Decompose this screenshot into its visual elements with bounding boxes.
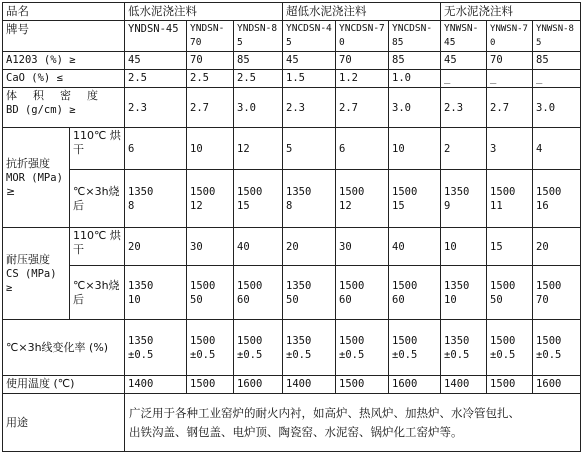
value-cell: 4 bbox=[533, 128, 581, 170]
value-cell: 1400 bbox=[283, 376, 336, 394]
value-cell bbox=[389, 266, 441, 320]
value-cell: 1400 bbox=[125, 376, 187, 394]
value-cell: 40 bbox=[234, 228, 283, 266]
grade-cell: YNDSN-45 bbox=[125, 21, 187, 52]
fired-temp: 1500 bbox=[392, 279, 418, 292]
fired-value: 70 bbox=[536, 293, 549, 306]
value-cell: 85 bbox=[533, 52, 581, 70]
value-cell bbox=[389, 170, 441, 228]
cs-dried-label: 110℃ 烘干 bbox=[70, 228, 125, 266]
mor-label-en: MOR (MPa) bbox=[6, 171, 63, 184]
value-cell: 10 bbox=[187, 128, 234, 170]
value-cell: 20 bbox=[283, 228, 336, 266]
value-cell: 1.2 bbox=[336, 70, 389, 88]
value-cell: 5 bbox=[283, 128, 336, 170]
plc-tolerance: ±0.5 bbox=[128, 348, 154, 361]
value-cell: 2.3 bbox=[125, 88, 187, 128]
fired-temp: 1500 bbox=[490, 279, 516, 292]
fired-value: 10 bbox=[444, 293, 457, 306]
value-cell: _ bbox=[441, 70, 487, 88]
mor-label-cn: 抗折强度 bbox=[6, 156, 50, 170]
grade-cell: YNWSN-85 bbox=[533, 21, 581, 52]
value-cell bbox=[487, 266, 533, 320]
plc-temp: 1350 bbox=[444, 334, 470, 347]
plc-temp: 1500 bbox=[490, 334, 516, 347]
value-cell: 1400 bbox=[441, 376, 487, 394]
fired-temp: 1500 bbox=[392, 185, 418, 198]
value-cell: 20 bbox=[125, 228, 187, 266]
plc-tolerance: ±0.5 bbox=[237, 348, 263, 361]
grade-cell: YNDSN-70 bbox=[187, 21, 234, 52]
plc-tolerance: ±0.5 bbox=[286, 348, 312, 361]
bd-label bbox=[3, 88, 125, 128]
mor-fired-row bbox=[3, 170, 581, 228]
value-cell: 2.5 bbox=[234, 70, 283, 88]
value-cell bbox=[234, 266, 283, 320]
fired-temp: 1500 bbox=[339, 279, 365, 292]
value-cell: 45 bbox=[283, 52, 336, 70]
value-cell: 2.5 bbox=[187, 70, 234, 88]
usage-label: 用途 bbox=[3, 394, 125, 452]
value-cell: 20 bbox=[533, 228, 581, 266]
value-cell: 10 bbox=[441, 228, 487, 266]
cs-fired-label: ℃×3h烧后 bbox=[70, 266, 125, 320]
plc-tolerance: ±0.5 bbox=[444, 348, 470, 361]
value-cell: 2.5 bbox=[125, 70, 187, 88]
fired-temp: 1500 bbox=[536, 279, 562, 292]
fired-temp: 1500 bbox=[536, 185, 562, 198]
value-cell: 3 bbox=[487, 128, 533, 170]
fired-value: 15 bbox=[237, 199, 250, 212]
grade-row bbox=[3, 21, 581, 52]
value-cell: 45 bbox=[441, 52, 487, 70]
value-cell bbox=[125, 266, 187, 320]
fired-temp: 1350 bbox=[286, 185, 312, 198]
value-cell bbox=[533, 320, 581, 376]
mor-dried-label: 110℃ 烘干 bbox=[70, 128, 125, 170]
bd-label-cn: 体积密度 bbox=[6, 89, 114, 102]
plc-temp: 1500 bbox=[392, 334, 418, 347]
product-group-row bbox=[3, 3, 581, 21]
value-cell bbox=[487, 170, 533, 228]
usage-line-2: 出铁沟盖、钢包盖、电炉顶、陶瓷窑、水泥窑、锅炉化工窑炉等。 bbox=[129, 424, 463, 439]
value-cell: 6 bbox=[336, 128, 389, 170]
grade-cell: YNCDSN-70 bbox=[336, 21, 389, 52]
plc-temp: 1350 bbox=[128, 334, 154, 347]
mor-label-ge: ≥ bbox=[6, 184, 16, 198]
fired-value: 50 bbox=[490, 293, 503, 306]
value-cell: 3.0 bbox=[389, 88, 441, 128]
fired-value: 50 bbox=[286, 293, 299, 306]
usage-text bbox=[125, 394, 581, 452]
fired-temp: 1350 bbox=[286, 279, 312, 292]
value-cell bbox=[533, 170, 581, 228]
value-cell bbox=[283, 320, 336, 376]
plc-tolerance: ±0.5 bbox=[490, 348, 516, 361]
cs-label-en: CS (MPa) ≥ bbox=[6, 267, 57, 294]
value-cell: _ bbox=[487, 70, 533, 88]
value-cell: 3.0 bbox=[234, 88, 283, 128]
value-cell bbox=[125, 320, 187, 376]
plc-tolerance: ±0.5 bbox=[392, 348, 418, 361]
cs-label-cn: 耐压强度 bbox=[6, 252, 50, 266]
value-cell bbox=[234, 320, 283, 376]
fired-temp: 1500 bbox=[190, 279, 216, 292]
value-cell: 1500 bbox=[487, 376, 533, 394]
plc-tolerance: ±0.5 bbox=[190, 348, 216, 361]
value-cell: 30 bbox=[187, 228, 234, 266]
fired-value: 12 bbox=[190, 199, 203, 212]
plc-temp: 1500 bbox=[237, 334, 263, 347]
cs-dried-row bbox=[3, 228, 581, 266]
fired-temp: 1350 bbox=[444, 185, 470, 198]
grade-cell: YNWSN-45 bbox=[441, 21, 487, 52]
plc-temp: 1350 bbox=[286, 334, 312, 347]
value-cell bbox=[187, 266, 234, 320]
value-cell: 30 bbox=[336, 228, 389, 266]
value-cell bbox=[441, 266, 487, 320]
cao-row bbox=[3, 70, 581, 88]
value-cell: 85 bbox=[389, 52, 441, 70]
al2o3-label: A1203 (%) ≥ bbox=[3, 52, 125, 70]
value-cell: 6 bbox=[125, 128, 187, 170]
value-cell: 85 bbox=[234, 52, 283, 70]
value-cell bbox=[336, 320, 389, 376]
fired-value: 8 bbox=[286, 199, 293, 212]
value-cell: 2.7 bbox=[336, 88, 389, 128]
fired-temp: 1500 bbox=[237, 279, 263, 292]
value-cell: 2.3 bbox=[283, 88, 336, 128]
value-cell: _ bbox=[533, 70, 581, 88]
fired-temp: 1500 bbox=[339, 185, 365, 198]
usage-line-1: 广泛用于各种工业窑炉的耐火内衬，如高炉、热风炉、加热炉、水冷管包扎、 bbox=[129, 405, 520, 420]
value-cell: 1500 bbox=[187, 376, 234, 394]
value-cell: 1600 bbox=[389, 376, 441, 394]
mor-fired-label: ℃×3h烧后 bbox=[70, 170, 125, 228]
product-name-label: 品名 bbox=[3, 3, 125, 21]
plc-temp: 1500 bbox=[339, 334, 365, 347]
mor-label bbox=[3, 128, 70, 228]
value-cell: 1.5 bbox=[283, 70, 336, 88]
grade-cell: YNCDSN-45 bbox=[283, 21, 336, 52]
group-ultra-low-cement: 超低水泥浇注料 bbox=[283, 3, 441, 21]
usage-row bbox=[3, 394, 581, 452]
fired-value: 50 bbox=[190, 293, 203, 306]
value-cell: 1600 bbox=[533, 376, 581, 394]
fired-value: 8 bbox=[128, 199, 135, 212]
bd-row bbox=[3, 88, 581, 128]
value-cell: 15 bbox=[487, 228, 533, 266]
group-low-cement: 低水泥浇注料 bbox=[125, 3, 283, 21]
fired-value: 11 bbox=[490, 199, 503, 212]
grade-cell: YNWSN-70 bbox=[487, 21, 533, 52]
fired-value: 60 bbox=[237, 293, 250, 306]
plc-tolerance: ±0.5 bbox=[536, 348, 562, 361]
spec-table-wrapper bbox=[2, 2, 581, 452]
value-cell: 2.3 bbox=[441, 88, 487, 128]
service-temp-label: 使用温度 (℃) bbox=[3, 376, 125, 394]
value-cell: 70 bbox=[487, 52, 533, 70]
value-cell: 2.7 bbox=[487, 88, 533, 128]
fired-temp: 1500 bbox=[237, 185, 263, 198]
service-temp-row bbox=[3, 376, 581, 394]
value-cell: 1600 bbox=[234, 376, 283, 394]
grade-cell: YNCDSN-85 bbox=[389, 21, 441, 52]
value-cell bbox=[441, 170, 487, 228]
group-no-cement: 无水泥浇注料 bbox=[441, 3, 581, 21]
fired-temp: 1350 bbox=[444, 279, 470, 292]
fired-value: 10 bbox=[128, 293, 141, 306]
cs-label bbox=[3, 228, 70, 320]
fired-value: 60 bbox=[339, 293, 352, 306]
value-cell bbox=[336, 266, 389, 320]
value-cell: 70 bbox=[336, 52, 389, 70]
cao-label: CaO (%) ≤ bbox=[3, 70, 125, 88]
value-cell bbox=[125, 170, 187, 228]
value-cell bbox=[187, 320, 234, 376]
fired-temp: 1350 bbox=[128, 279, 154, 292]
mor-dried-row bbox=[3, 128, 581, 170]
value-cell: 2.7 bbox=[187, 88, 234, 128]
castable-spec-table bbox=[2, 2, 581, 452]
fired-temp: 1500 bbox=[190, 185, 216, 198]
value-cell bbox=[187, 170, 234, 228]
grade-label: 牌号 bbox=[3, 21, 125, 52]
fired-temp: 1350 bbox=[128, 185, 154, 198]
al2o3-row bbox=[3, 52, 581, 70]
value-cell bbox=[283, 170, 336, 228]
value-cell: 45 bbox=[125, 52, 187, 70]
value-cell: 70 bbox=[187, 52, 234, 70]
plc-tolerance: ±0.5 bbox=[339, 348, 365, 361]
plc-row bbox=[3, 320, 581, 376]
value-cell: 40 bbox=[389, 228, 441, 266]
value-cell: 3.0 bbox=[533, 88, 581, 128]
value-cell bbox=[389, 320, 441, 376]
fired-value: 12 bbox=[339, 199, 352, 212]
value-cell bbox=[487, 320, 533, 376]
grade-cell: YNDSN-85 bbox=[234, 21, 283, 52]
value-cell: 1.0 bbox=[389, 70, 441, 88]
plc-label: ℃×3h线变化率 (%) bbox=[3, 320, 125, 376]
value-cell: 2 bbox=[441, 128, 487, 170]
value-cell bbox=[336, 170, 389, 228]
value-cell: 1500 bbox=[336, 376, 389, 394]
fired-value: 16 bbox=[536, 199, 549, 212]
cs-fired-row bbox=[3, 266, 581, 320]
value-cell bbox=[283, 266, 336, 320]
fired-value: 15 bbox=[392, 199, 405, 212]
value-cell bbox=[441, 320, 487, 376]
plc-temp: 1500 bbox=[536, 334, 562, 347]
value-cell: 12 bbox=[234, 128, 283, 170]
plc-temp: 1500 bbox=[190, 334, 216, 347]
fired-value: 9 bbox=[444, 199, 451, 212]
fired-value: 60 bbox=[392, 293, 405, 306]
fired-temp: 1500 bbox=[490, 185, 516, 198]
bd-label-en: BD (g/cm) ≥ bbox=[6, 104, 76, 116]
value-cell: 10 bbox=[389, 128, 441, 170]
value-cell bbox=[234, 170, 283, 228]
value-cell bbox=[533, 266, 581, 320]
